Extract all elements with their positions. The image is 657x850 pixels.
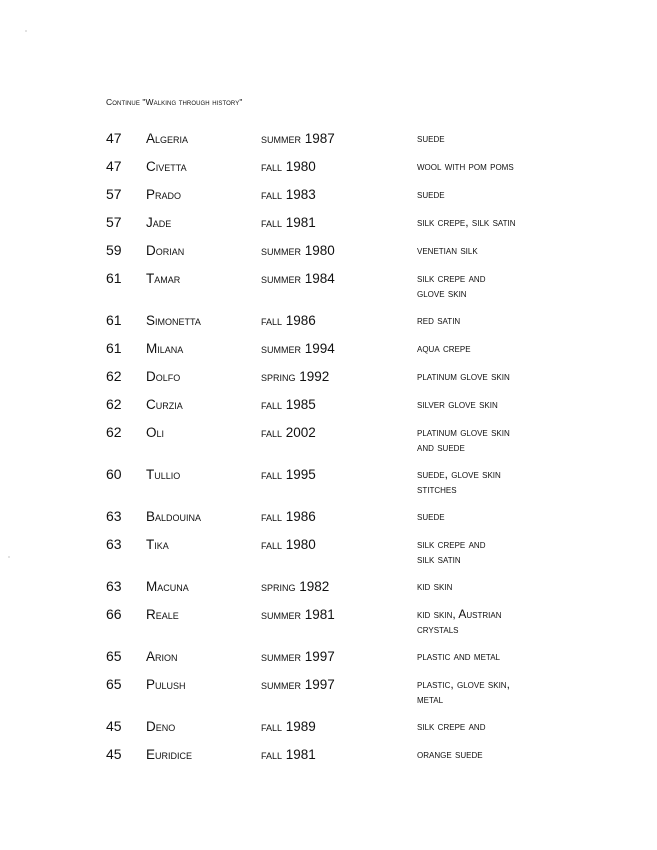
- page-number-cell: 47: [106, 130, 122, 146]
- material-line: platinum glove skin: [417, 369, 510, 383]
- material-line: suede: [417, 187, 445, 201]
- season-cell: summer 1987: [261, 131, 335, 146]
- page-number-cell: 61: [106, 312, 122, 328]
- material-cell: [417, 243, 577, 258]
- style-name-cell: Euridice: [146, 747, 193, 762]
- material-line: silk crepe and: [417, 537, 486, 551]
- material-cell: [417, 579, 577, 594]
- material-line: crystals: [417, 621, 459, 636]
- material-line: glove skin: [417, 285, 467, 300]
- season-cell: fall 1985: [261, 397, 316, 412]
- material-cell: [417, 313, 577, 328]
- material-cell: [417, 425, 577, 454]
- style-name-cell: Algeria: [146, 131, 189, 146]
- page-number-cell: 57: [106, 186, 122, 202]
- material-cell: [417, 719, 577, 734]
- page-number-cell: 47: [106, 158, 122, 174]
- style-name-cell: Tamar: [146, 271, 181, 286]
- style-name-cell: Prado: [146, 187, 182, 202]
- scan-speck: [8, 556, 10, 558]
- season-cell: fall 1980: [261, 159, 316, 174]
- material-line: metal: [417, 691, 444, 706]
- page-number-cell: 61: [106, 340, 122, 356]
- material-line: kid skin: [417, 579, 453, 593]
- page-number-cell: 63: [106, 536, 122, 552]
- page-number-cell: 57: [106, 214, 122, 230]
- style-name-cell: Civetta: [146, 159, 187, 174]
- season-cell: fall 1983: [261, 187, 316, 202]
- season-cell: summer 1997: [261, 677, 335, 692]
- page-number-cell: 62: [106, 396, 122, 412]
- material-cell: [417, 397, 577, 412]
- material-line: silk satin: [417, 551, 461, 566]
- season-cell: summer 1980: [261, 243, 335, 258]
- style-name-cell: Oli: [146, 425, 165, 440]
- material-cell: [417, 607, 577, 636]
- page-number-cell: 59: [106, 242, 122, 258]
- material-line: wool with pom poms: [417, 159, 514, 173]
- season-cell: fall 2002: [261, 425, 316, 440]
- page-number-cell: 62: [106, 424, 122, 440]
- material-line: suede: [417, 509, 445, 523]
- page-number-cell: 63: [106, 508, 122, 524]
- page-number-cell: 60: [106, 466, 122, 482]
- material-cell: [417, 747, 577, 762]
- material-line: suede, glove skin: [417, 467, 501, 481]
- material-line: silver glove skin: [417, 397, 498, 411]
- style-name-cell: Dorian: [146, 243, 185, 258]
- style-name-cell: Dolfo: [146, 369, 181, 384]
- page-number-cell: 45: [106, 718, 122, 734]
- material-line: kid skin, Austrian: [417, 607, 502, 621]
- material-cell: [417, 649, 577, 664]
- material-line: plastic, glove skin,: [417, 677, 510, 691]
- style-name-cell: Tullio: [146, 467, 181, 482]
- season-cell: summer 1984: [261, 271, 335, 286]
- season-cell: fall 1995: [261, 467, 316, 482]
- material-line: stitches: [417, 481, 457, 496]
- material-line: platinum glove skin: [417, 425, 510, 439]
- scan-speck: [25, 30, 27, 32]
- material-cell: [417, 187, 577, 202]
- season-cell: summer 1994: [261, 341, 335, 356]
- style-name-cell: Jade: [146, 215, 172, 230]
- material-line: silk crepe and: [417, 271, 486, 285]
- page-number-cell: 62: [106, 368, 122, 384]
- page-number-cell: 61: [106, 270, 122, 286]
- style-name-cell: Milana: [146, 341, 184, 356]
- season-cell: fall 1981: [261, 747, 316, 762]
- material-line: orange suede: [417, 747, 483, 761]
- material-cell: [417, 271, 577, 300]
- season-cell: fall 1986: [261, 509, 316, 524]
- season-cell: summer 1981: [261, 607, 335, 622]
- season-cell: spring 1982: [261, 579, 330, 594]
- season-cell: fall 1980: [261, 537, 316, 552]
- material-cell: [417, 467, 577, 496]
- material-cell: [417, 341, 577, 356]
- material-line: silk crepe and: [417, 719, 486, 733]
- material-line: red satin: [417, 313, 461, 327]
- style-name-cell: Arion: [146, 649, 178, 664]
- material-line: and suede: [417, 439, 465, 454]
- page-number-cell: 65: [106, 648, 122, 664]
- material-line: suede: [417, 131, 445, 145]
- style-name-cell: Tika: [146, 537, 169, 552]
- page-number-cell: 65: [106, 676, 122, 692]
- season-cell: summer 1997: [261, 649, 335, 664]
- material-line: plastic and metal: [417, 649, 500, 663]
- material-line: venetian silk: [417, 243, 478, 257]
- season-cell: spring 1992: [261, 369, 330, 384]
- style-name-cell: Pulush: [146, 677, 186, 692]
- material-cell: [417, 215, 577, 230]
- season-cell: fall 1989: [261, 719, 316, 734]
- season-cell: fall 1981: [261, 215, 316, 230]
- page-number-cell: 63: [106, 578, 122, 594]
- material-cell: [417, 509, 577, 524]
- material-cell: [417, 537, 577, 566]
- style-name-cell: Reale: [146, 607, 179, 622]
- material-cell: [417, 369, 577, 384]
- style-name-cell: Deno: [146, 719, 176, 734]
- style-name-cell: Simonetta: [146, 313, 201, 328]
- page-number-cell: 66: [106, 606, 122, 622]
- page-number-cell: 45: [106, 746, 122, 762]
- page-heading: Continue "Walking through history": [106, 97, 243, 107]
- style-name-cell: Curzia: [146, 397, 183, 412]
- style-name-cell: Baldouina: [146, 509, 202, 524]
- material-line: aqua crepe: [417, 341, 471, 355]
- style-name-cell: Macuna: [146, 579, 189, 594]
- material-cell: [417, 159, 577, 174]
- material-cell: [417, 677, 577, 706]
- season-cell: fall 1986: [261, 313, 316, 328]
- material-line: silk crepe, silk satin: [417, 215, 516, 229]
- material-cell: [417, 131, 577, 146]
